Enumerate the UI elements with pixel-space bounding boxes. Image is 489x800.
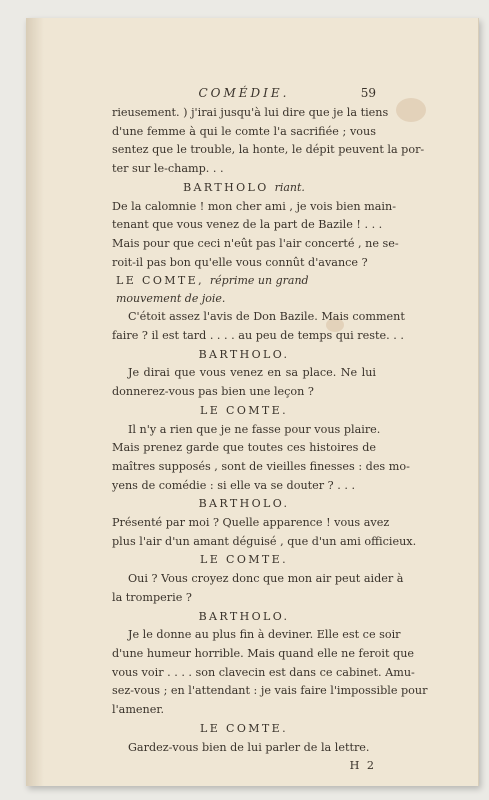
text-line: plus l'air d'un amant déguisé , que d'un ami officieux.	[112, 534, 417, 548]
text-line: sentez que le trouble, la honte, le dépit peuvent la por-	[112, 143, 425, 157]
text-line: C'étoit assez l'avis de Don Bazile. Mais comment	[128, 310, 405, 324]
text-line: tenant que vous venez de la part de Bazile ! . . .	[112, 218, 383, 232]
speaker-heading: BARTHOLO.	[198, 347, 290, 361]
text-line: d'une femme à qui le comte l'a sacrifiée ; vous	[112, 124, 376, 138]
text-line: rieusement. ) j'irai jusqu'à lui dire que je la tiens	[112, 106, 389, 119]
text-line: ter sur le-champ. . .	[112, 162, 224, 176]
text-line: maîtres supposés , sont de vieilles finesses : des mo-	[112, 459, 410, 473]
text-line: roit-il pas bon qu'elle vous connût d'avance ?	[112, 255, 368, 269]
speaker-heading: LE COMTE.	[200, 553, 288, 567]
text-line: Mais pour que ceci n'eût pas l'air concerté , ne se-	[112, 236, 399, 250]
text-line: faire ? il est tard . . . . au peu de temps qui reste. . .	[112, 329, 404, 343]
page-number: 59	[360, 86, 376, 100]
text-line: donnerez-vous pas bien une leçon ?	[112, 385, 314, 399]
text-line: yens de comédie : si elle va se douter ? . . .	[112, 478, 356, 492]
text-line: Il n'y a rien que je ne fasse pour vous plaire.	[128, 422, 381, 436]
stage-direction: riant.	[274, 180, 305, 194]
foxing-spot	[396, 98, 426, 122]
running-head	[112, 84, 376, 104]
text-line: d'une humeur horrible. Mais quand elle ne feroit que	[112, 646, 415, 660]
text-line: la tromperie ?	[112, 590, 192, 604]
speaker-name: BARTHOLO	[183, 180, 269, 194]
text-line: Gardez-vous bien de lui parler de la lettre.	[128, 740, 370, 754]
text-line: sez-vous ; en l'attendant : je vais faire l'impossible pour	[112, 684, 428, 698]
speaker-heading	[112, 272, 376, 308]
speaker-name: LE COMTE,	[116, 274, 204, 288]
speaker-heading: LE COMTE.	[200, 403, 288, 417]
text-line: De la calomnie ! mon cher ami , je vois bien main-	[112, 199, 396, 213]
text-line: vous voir . . . . son clavecin est dans ce cabinet. Amu-	[112, 665, 415, 679]
text-line: Je le donne au plus fin à deviner. Elle est ce soir	[128, 628, 401, 642]
book-page	[26, 18, 479, 786]
speaker-heading: BARTHOLO.	[198, 609, 290, 623]
stage-direction: réprime un grand mouvement de joie.	[116, 274, 309, 306]
page-gutter-shadow	[26, 18, 44, 786]
text-line: Présenté par moi ? Quelle apparence ! vous avez	[112, 516, 390, 530]
text-line: Mais prenez garde que toutes ces histoires de	[112, 441, 376, 455]
speaker-heading: BARTHOLO.	[198, 497, 290, 511]
signature-mark: H 2	[349, 759, 376, 773]
page-text-block	[112, 84, 428, 776]
speaker-heading: LE COMTE.	[200, 721, 288, 735]
running-head-title: COMÉDIE.	[198, 86, 290, 100]
text-line: Oui ? Vous croyez donc que mon air peut aider à	[128, 572, 404, 586]
text-line: l'amener.	[112, 703, 165, 717]
speaker-heading	[112, 179, 376, 198]
text-line: Je dirai que vous venez en sa place. Ne lui	[128, 366, 376, 380]
